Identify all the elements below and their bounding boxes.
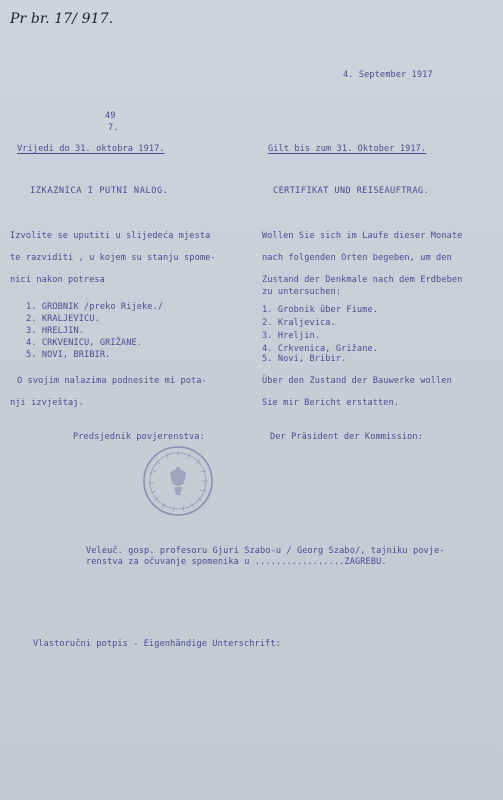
place-item-de: 2. Kraljevica. <box>262 318 336 328</box>
addressee-line: Veleuč. gosp. profesoru Gjuri Szabo-u / Georg Szabo/, tajniku povje- <box>86 546 445 556</box>
report-de-line: Über den Zustand der Bauwerke wollen <box>262 376 452 386</box>
place-item-hr: 2. KRALJEVICU. <box>26 314 100 324</box>
place-item-hr: 1. GROBNIK /preko Rijeke./ <box>26 302 164 312</box>
report-de-line: Sie mir Bericht erstatten. <box>262 398 400 408</box>
own-signature-label: Vlastoručni potpis - Eigenhändige Unterschrift: <box>33 639 281 649</box>
document-date: 4. September 1917 <box>343 70 433 80</box>
signatory-de: Der Präsident der Kommission: <box>270 432 423 442</box>
handwritten-reference: Pr br. 17/ 917. <box>10 11 114 27</box>
place-item-de: 5. Novi, Bribir. <box>262 354 347 364</box>
place-item-de: 4. Crkvenica, Grižane. <box>262 344 379 354</box>
intro-de-line: Wollen Sie sich im Laufe dieser Monate <box>262 231 463 241</box>
title-de: CERTIFIKAT UND REISEAUFTRAG. <box>273 186 430 196</box>
intro-hr-line: Izvolite se uputiti u slijedeća mjesta <box>10 231 211 241</box>
report-hr-line: O svojim nalazima podnesite mi pota- <box>17 376 207 386</box>
intro-hr-line: te razviditi , u kojem su stanju spome- <box>10 253 216 263</box>
signatory-hr: Predsjednik povjerenstva: <box>73 432 205 442</box>
place-item-hr: 3. HRELJIN. <box>26 326 85 336</box>
valid-until-de: Gilt bis zum 31. Oktober 1917. <box>268 144 427 154</box>
valid-until-hr: Vrijedi do 31. oktobra 1917. <box>17 144 165 154</box>
intro-de-line: Zustand der Denkmale nach dem Erdbeben <box>262 275 463 285</box>
official-seal-stamp <box>140 443 216 519</box>
document-number-bottom: 7. <box>108 123 119 133</box>
intro-hr-line: nici nakon potresa <box>10 275 105 285</box>
intro-de-line: zu untersuchen: <box>262 287 342 297</box>
place-item-de: 1. Grobnik über Fiume. <box>262 305 379 315</box>
document-number-top: 49 <box>105 111 116 121</box>
place-item-de: 3. Hreljin. <box>262 331 321 341</box>
place-item-hr: 5. NOVI, BRIBIR. <box>26 350 111 360</box>
place-item-hr: 4. CRKVENICU, GRIŽANE. <box>26 338 143 348</box>
report-hr-line: nji izvještaj. <box>10 398 84 408</box>
addressee-line: renstva za očuvanje spomenika u .................ZAGREBU. <box>86 557 387 567</box>
title-hr: IZKAZNICA I PUTNI NALOG. <box>30 186 169 196</box>
intro-de-line: nach folgenden Orten begeben, um den <box>262 253 452 263</box>
